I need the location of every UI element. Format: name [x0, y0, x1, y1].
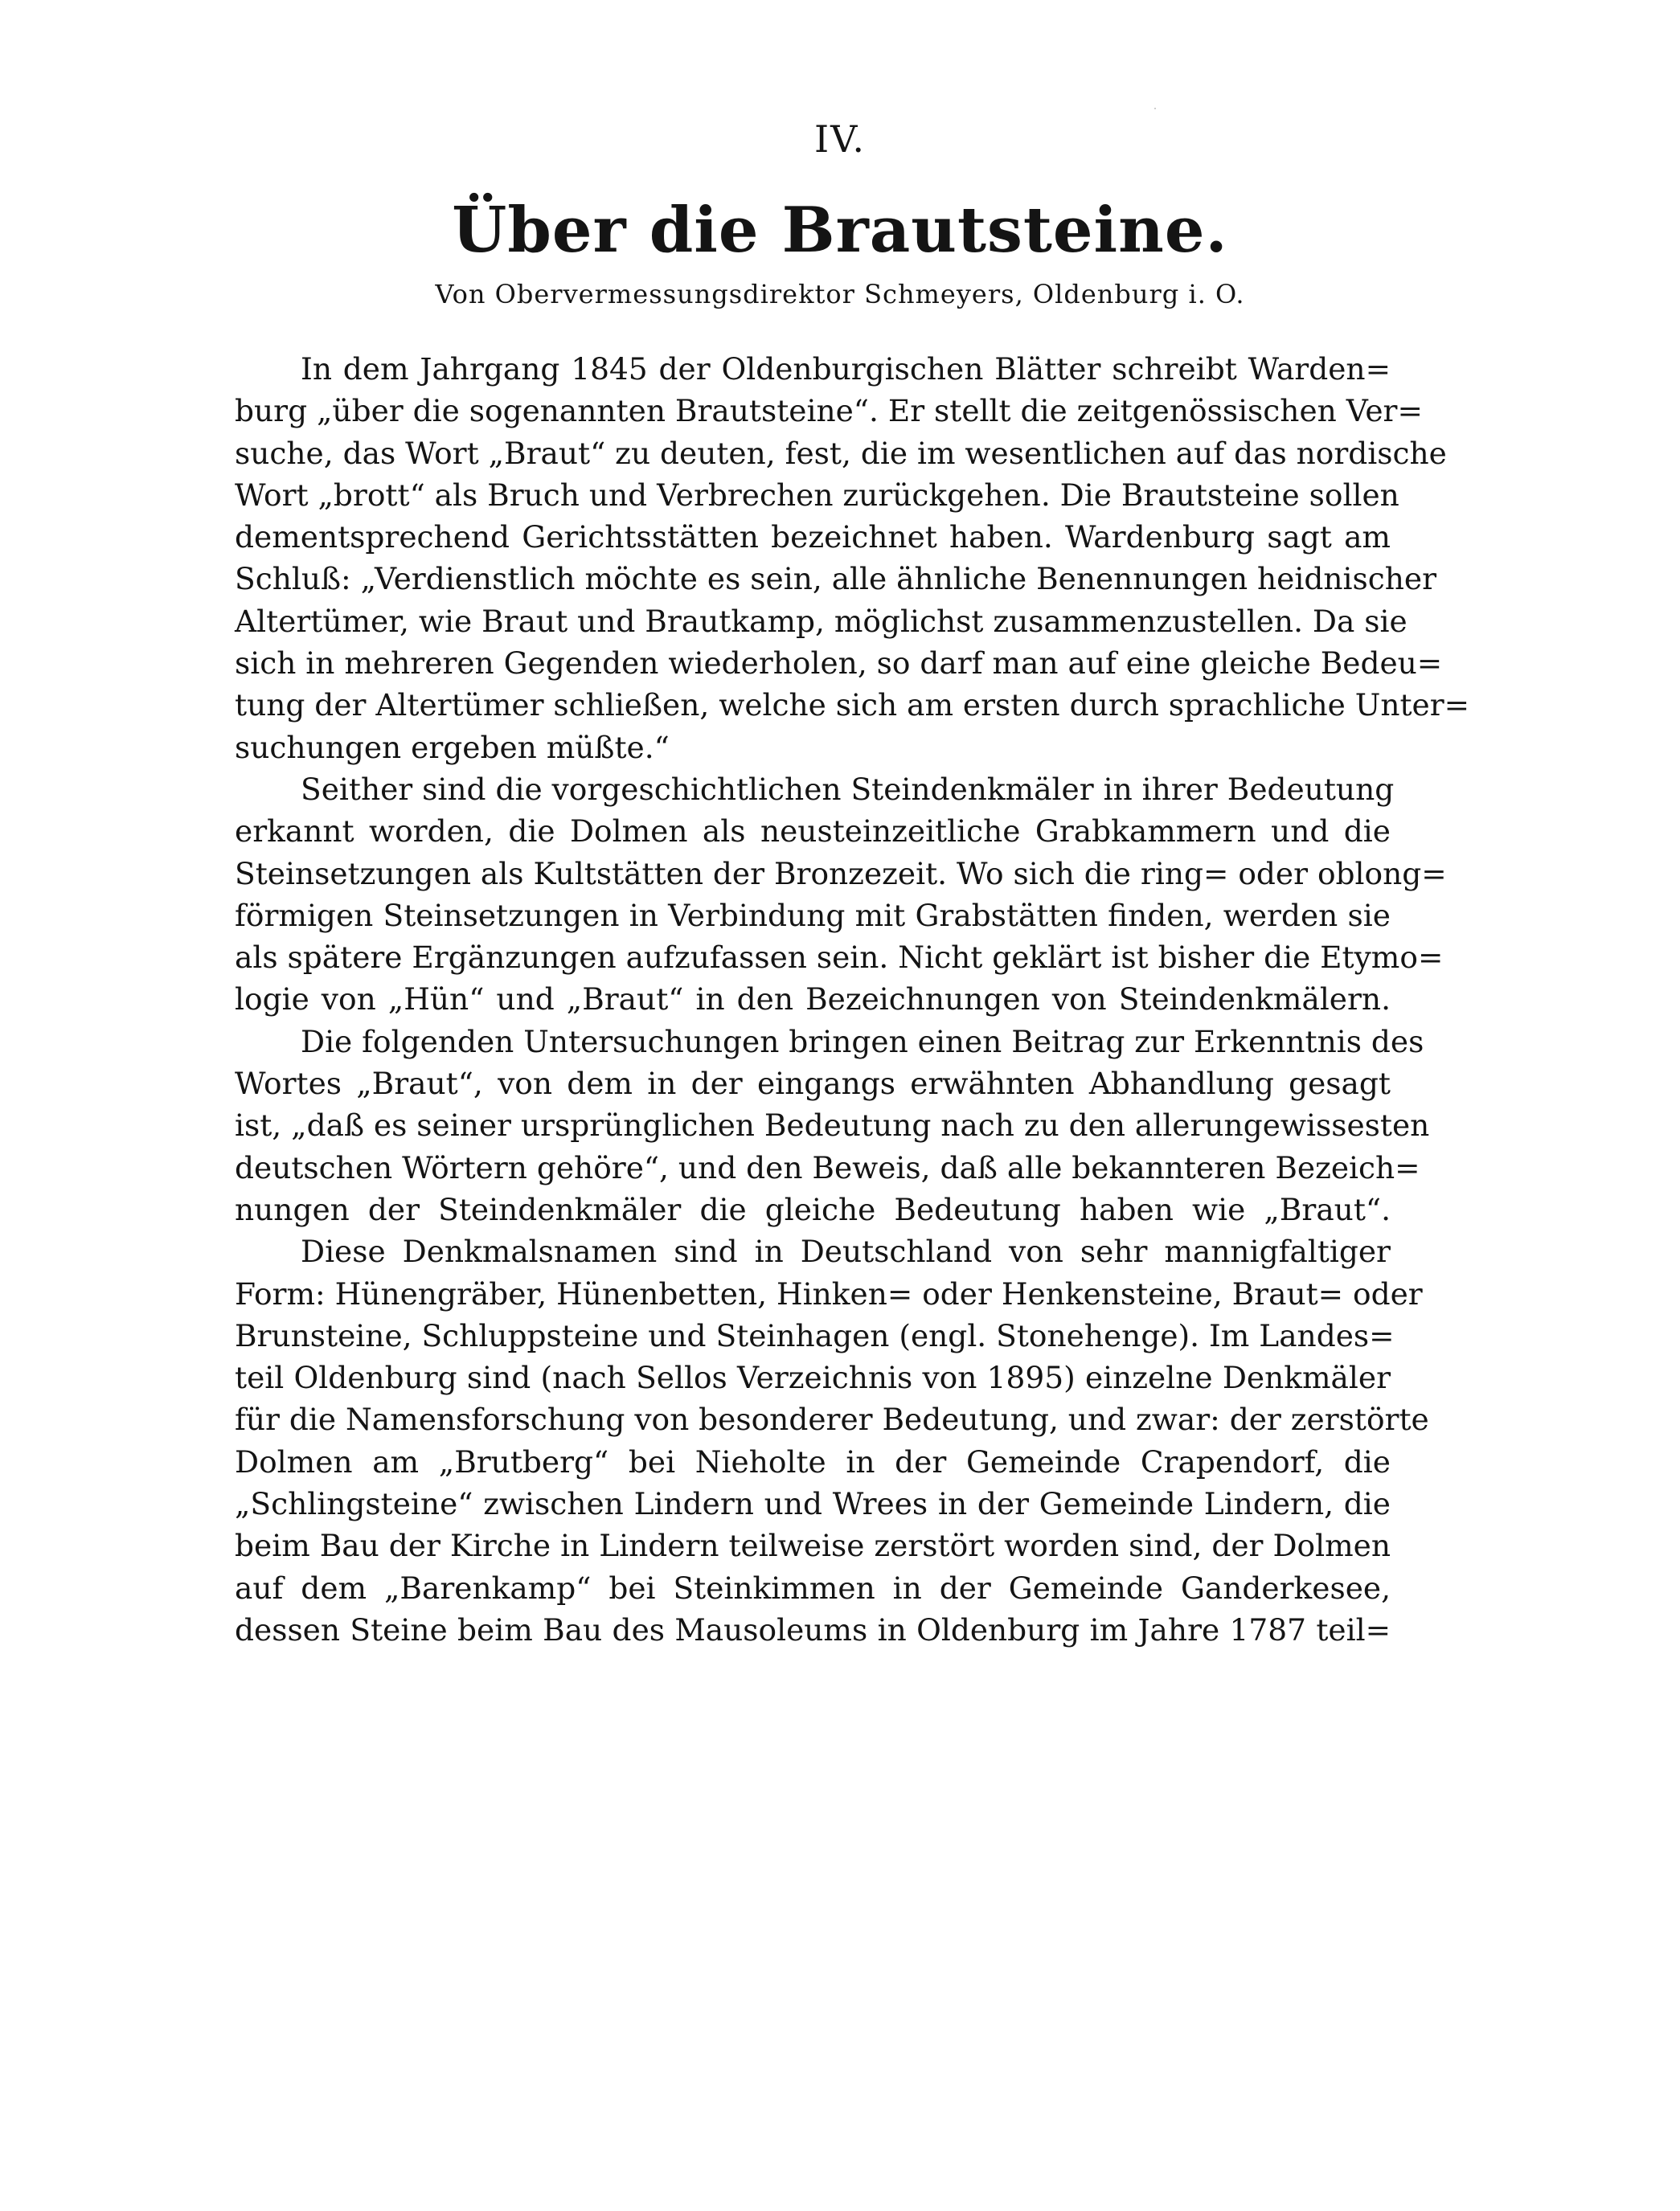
- article-title: Über die Brautsteine.: [452, 194, 1228, 267]
- text-line: burg „über die sogenannten Brautsteine“. Er stellt die zeitgenössischen Ver=: [235, 393, 1423, 429]
- text-line: Diese Denkmalsnamen sind in Deutschland von sehr mannigfaltiger: [301, 1234, 1391, 1270]
- text-line: förmigen Steinsetzungen in Verbindung mit Grabstätten finden, werden sie: [235, 897, 1391, 933]
- text-line: als spätere Ergänzungen aufzufassen sein. Nicht geklärt ist bisher die Etymo=: [235, 940, 1444, 976]
- paragraph-1: [235, 348, 1470, 768]
- text-line: Brunsteine, Schluppsteine und Steinhagen (engl. Stonehenge). Im Landes=: [235, 1317, 1395, 1353]
- text-line: auf dem „Barenkamp“ bei Steinkimmen in der Gemeinde Ganderkesee,: [235, 1570, 1391, 1606]
- text-line: deutschen Wörtern gehöre“, und den Beweis, daß alle bekannteren Bezeich=: [235, 1149, 1420, 1185]
- chapter-number: IV.: [814, 117, 866, 161]
- text-line: erkannt worden, die Dolmen als neusteinzeitliche Grabkammern und die: [235, 813, 1391, 850]
- text-line: In dem Jahrgang 1845 der Oldenburgischen Blätter schreibt Warden=: [301, 351, 1391, 387]
- author-byline: Von Obervermessungsdirektor Schmeyers, Oldenburg i. O.: [435, 279, 1245, 309]
- text-line: teil Oldenburg sind (nach Sellos Verzeichnis von 1895) einzelne Denkmäler: [235, 1360, 1391, 1396]
- text-line: beim Bau der Kirche in Lindern teilweise zerstört worden sind, der Dolmen: [235, 1528, 1391, 1564]
- text-line: tung der Altertümer schließen, welche sich am ersten durch sprachliche Unter=: [235, 687, 1470, 723]
- text-line: Wort „brott“ als Bruch und Verbrechen zurückgehen. Die Brautsteine sollen: [235, 477, 1399, 513]
- paragraph-2: [235, 768, 1447, 1021]
- text-line: suche, das Wort „Braut“ zu deuten, fest, die im wesentlichen auf das nordische: [235, 435, 1447, 471]
- text-line: suchungen ergeben müßte.“: [235, 729, 670, 765]
- text-line: Form: Hünengräber, Hünenbetten, Hinken= oder Henkensteine, Braut= oder: [235, 1275, 1423, 1312]
- text-line: Dolmen am „Brutberg“ bei Nieholte in der Gemeinde Crapendorf, die: [235, 1443, 1391, 1480]
- text-line: ist, „daß es seiner ursprünglichen Bedeutung nach zu den allerungewissesten: [235, 1108, 1430, 1144]
- text-line: Wortes „Braut“, von dem in der eingangs erwähnten Abhandlung gesagt: [235, 1066, 1391, 1102]
- text-line: „Schlingsteine“ zwischen Lindern und Wrees in der Gemeinde Lindern, die: [235, 1486, 1391, 1522]
- text-line: für die Namensforschung von besonderer Bedeutung, und zwar: der zerstörte: [235, 1402, 1429, 1438]
- text-line: Schluß: „Verdienstlich möchte es sein, alle ähnliche Benennungen heidnischer: [235, 561, 1437, 597]
- text-line: Altertümer, wie Braut und Brautkamp, möglichst zusammenzustellen. Da sie: [235, 603, 1408, 639]
- text-line: dessen Steine beim Bau des Mausoleums in Oldenburg im Jahre 1787 teil=: [235, 1611, 1391, 1648]
- text-line: nungen der Steindenkmäler die gleiche Bedeutung haben wie „Braut“.: [235, 1191, 1391, 1227]
- text-line: logie von „Hün“ und „Braut“ in den Bezeichnungen von Steindenkmälern.: [235, 981, 1391, 1017]
- article-body: [235, 348, 1470, 1651]
- paragraph-4: [235, 1230, 1429, 1651]
- text-line: Seither sind die vorgeschichtlichen Steindenkmäler in ihrer Bedeutung: [301, 771, 1395, 807]
- text-line: Die folgenden Untersuchungen bringen einen Beitrag zur Erkenntnis des: [301, 1023, 1424, 1059]
- text-line: dementsprechend Gerichtsstätten bezeichnet haben. Wardenburg sagt am: [235, 519, 1391, 555]
- scan-speck: [1154, 108, 1156, 109]
- paragraph-3: [235, 1021, 1430, 1230]
- text-line: Steinsetzungen als Kultstätten der Bronzezeit. Wo sich die ring= oder oblong=: [235, 855, 1447, 891]
- text-line: sich in mehreren Gegenden wiederholen, so darf man auf eine gleiche Bedeu=: [235, 645, 1443, 682]
